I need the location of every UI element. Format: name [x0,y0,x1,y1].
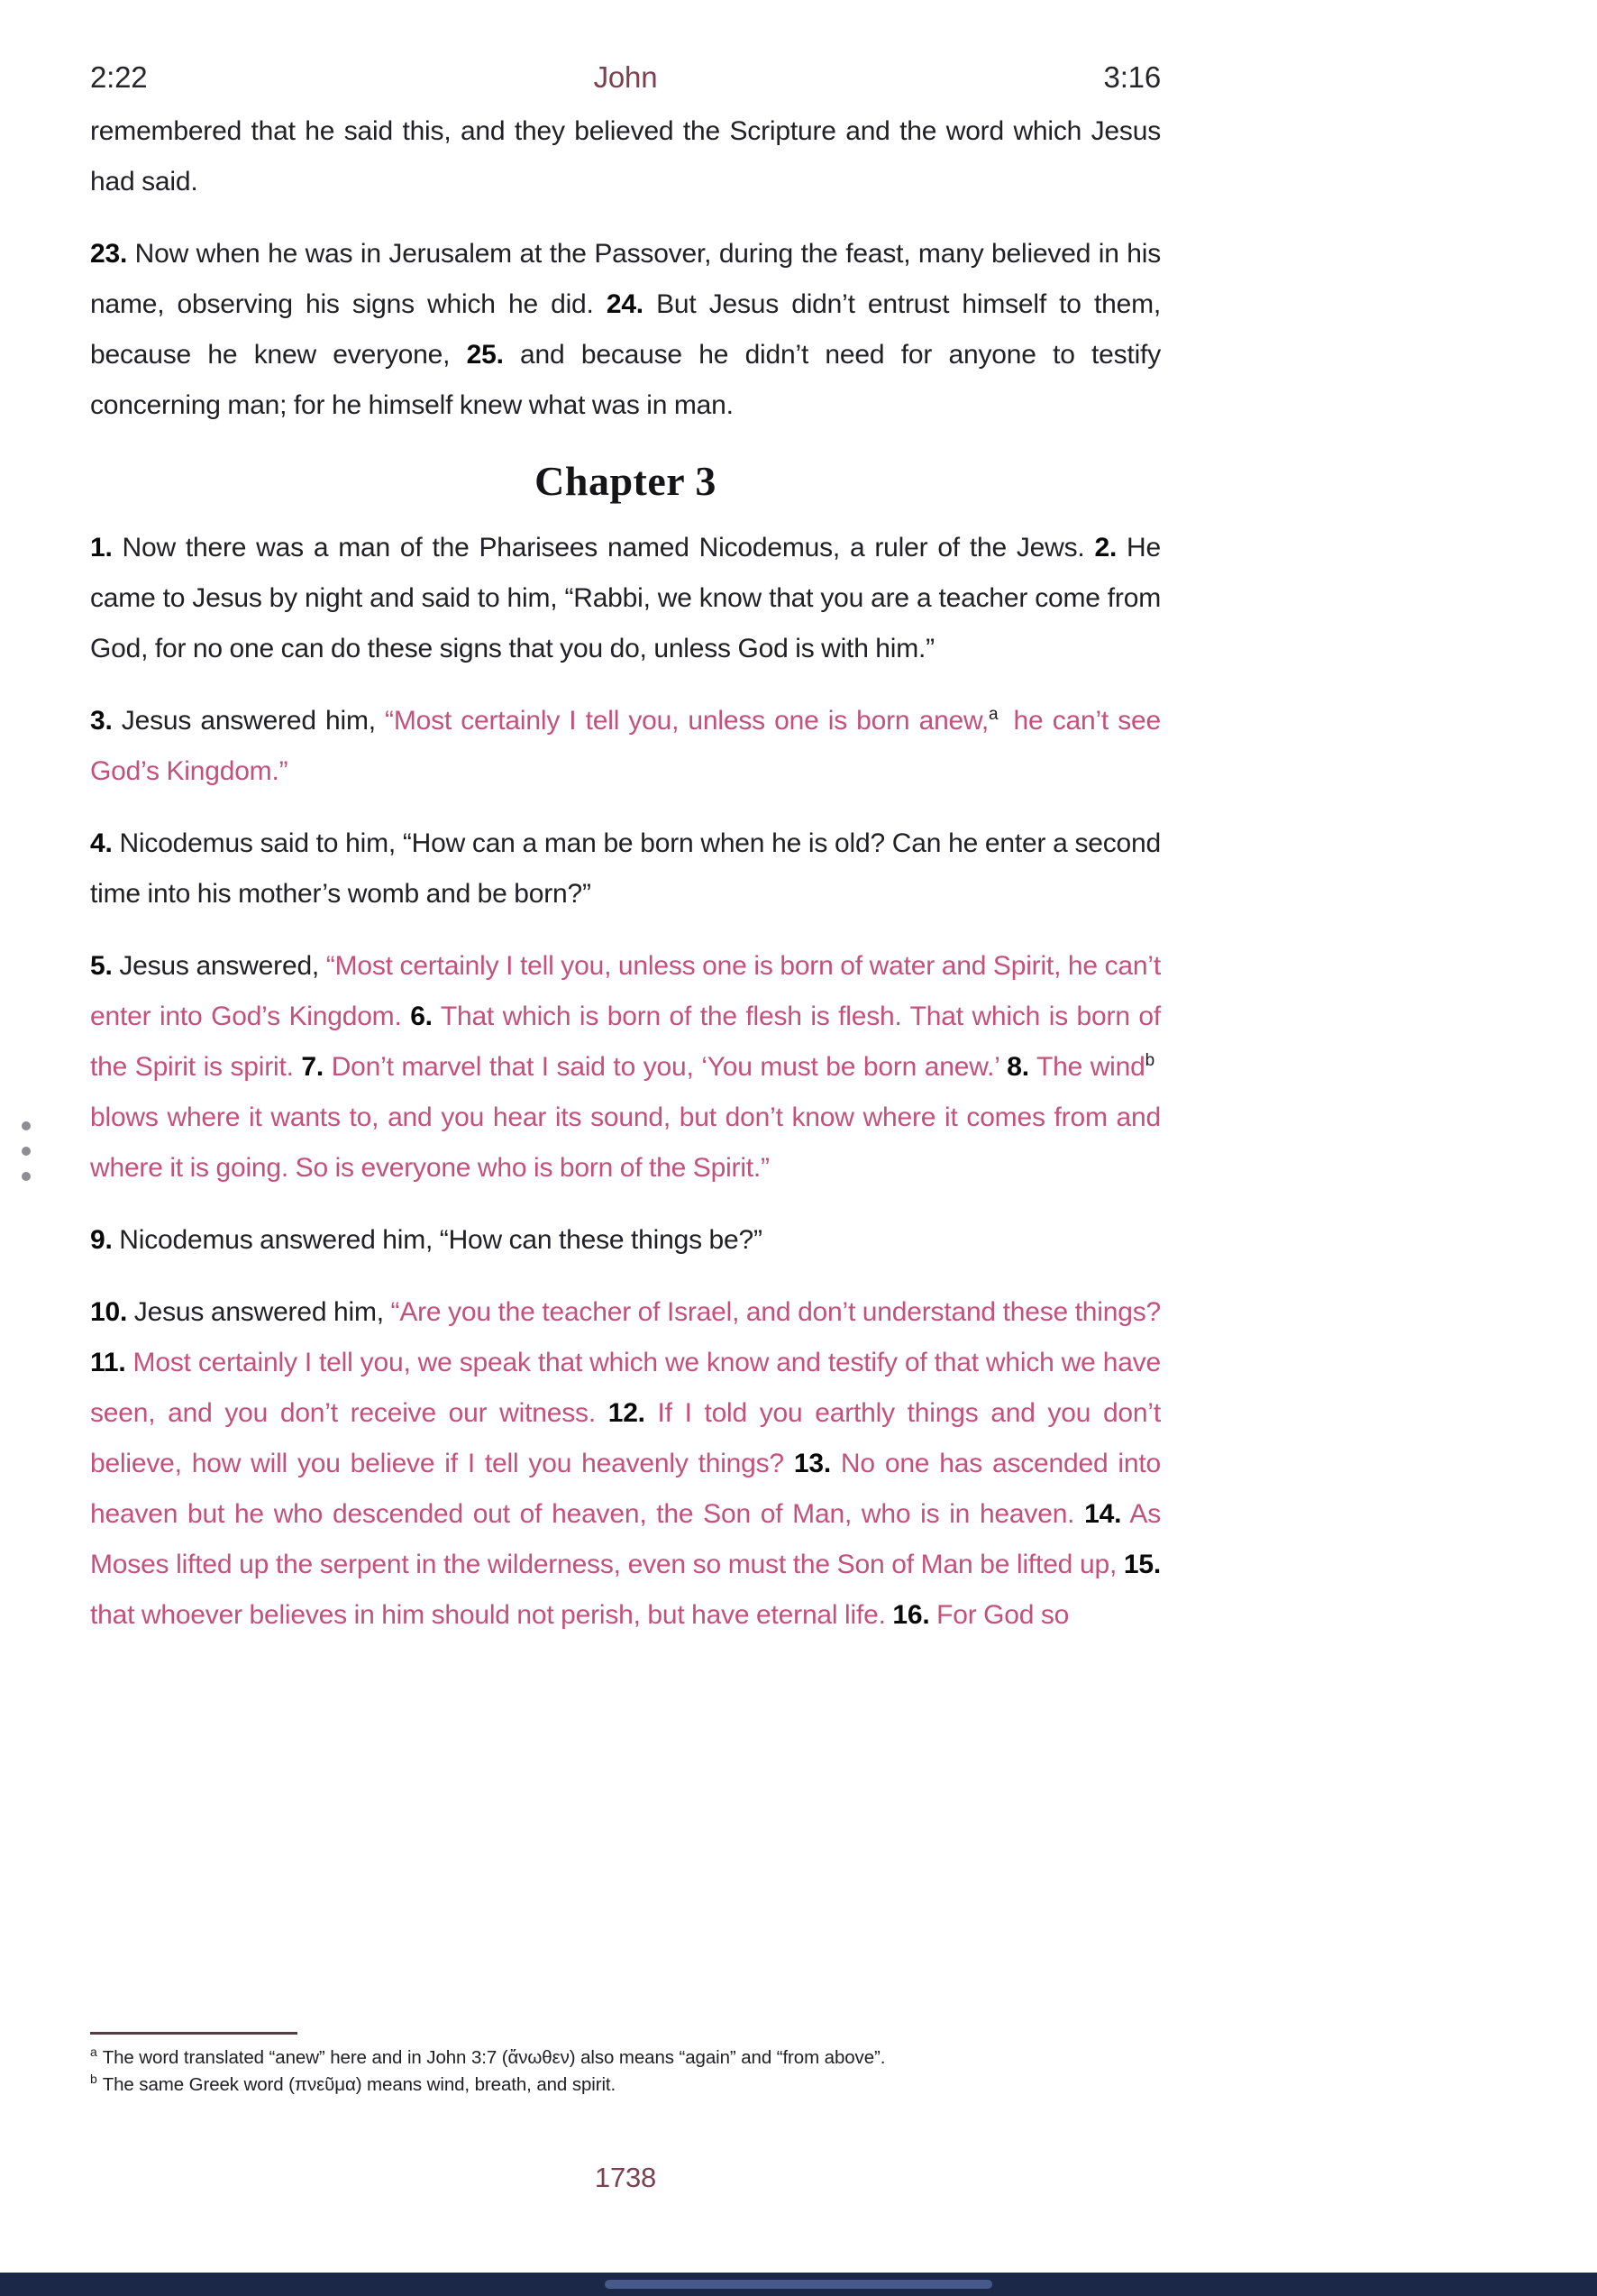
verse-paragraph [90,1215,1161,1266]
jesus-words-text: Most certainly I tell you, we speak that which we know and testify of that which we have seen, and you don’t receive our witness. [90,1348,1161,1428]
verse-text: Jesus answered him, [112,706,386,736]
verse-number: 7. [301,1052,324,1082]
verse-number: 8. [1007,1052,1029,1082]
verse-text: remembered that he said this, and they believed the Scripture and the word which Jesus had said. [90,116,1161,197]
dot-icon [22,1147,31,1156]
header-book-title[interactable]: John [593,60,658,94]
verse-number: 16. [892,1600,930,1630]
verse-number: 10. [90,1297,128,1327]
verse-paragraph [90,229,1161,431]
jesus-words-text: Don’t marvel that I said to you, ‘You must be born anew.’ [324,1052,1008,1082]
verse-text: Jesus answered him, [127,1297,391,1327]
verse-text: Jesus answered, [112,951,326,981]
verse-text: He came to Jesus by night and said to him, “Rabbi, we know that you are a teacher come from God, for no one can do these signs that you do, unless God is with him.” [90,533,1161,663]
dot-icon [22,1121,31,1130]
verse-selection-handle[interactable] [22,1121,31,1181]
verse-number: 23. [90,239,128,269]
verse-number: 9. [90,1225,113,1255]
verse-paragraph [90,819,1161,919]
verse-paragraph [90,106,1161,207]
verse-number: 13. [793,1449,831,1478]
scripture-text [90,106,1161,1641]
jesus-words-text: No one has ascended into heaven but he who descended out of heaven, the Son of Man, who is in heaven. [90,1449,1161,1529]
verse-number: 5. [90,951,113,981]
jesus-words-text: he can’t see God’s Kingdom.” [90,706,1162,786]
verse-text: Nicodemus answered him, “How can these things be?” [112,1225,762,1255]
footnote-ref[interactable]: b [1145,1051,1154,1070]
footnote-b [90,2072,1397,2099]
footnote-a-marker: a [90,2044,97,2060]
footnote-ref[interactable]: a [989,705,999,724]
footnote-a-text: The word translated “anew” here and in John 3:7 (ἄνωθεν) also means “again” and “from above”. [102,2047,886,2068]
jesus-words-text: That which is born of the flesh is flesh. That which is born of the Spirit is spirit. [90,1002,1161,1082]
verse-number: 15. [1123,1550,1161,1579]
jesus-words-text: that whoever believes in him should not perish, but have eternal life. [90,1600,893,1630]
jesus-words-text: “Most certainly I tell you, unless one is born anew, [385,706,989,736]
gesture-pill[interactable] [605,2280,992,2289]
verse-paragraph [90,941,1161,1194]
jesus-words-text: As Moses lifted up the serpent in the wilderness, even so must the Son of Man be lifted up, [90,1499,1161,1579]
footnote-separator [90,2032,297,2035]
verse-number: 4. [90,828,113,858]
verse-paragraph [90,696,1161,797]
verse-text: Now when he was in Jerusalem at the Passover, during the feast, many believed in his name, observing his signs which he did. [90,239,1161,319]
verse-number: 1. [90,533,113,563]
jesus-words-text: “Most certainly I tell you, unless one is born of water and Spirit, he can’t enter into God’s Kingdom. [90,951,1161,1031]
verse-number: 11. [90,1348,126,1377]
footnote-a [90,2044,1397,2072]
verse-text: Now there was a man of the Pharisees named Nicodemus, a ruler of the Jews. [112,533,1095,563]
verse-text: Nicodemus said to him, “How can a man be born when he is old? Can he enter a second time into his mother’s womb and be born?” [90,828,1161,909]
jesus-words-text: For God so [929,1600,1070,1630]
bottom-gesture-bar [0,2273,1597,2296]
verse-number: 25. [466,340,504,370]
footnotes [90,2032,1397,2099]
verse-text: and because he didn’t need for anyone to testify concerning man; for he himself knew what was in man. [90,340,1161,420]
header-passage-end: 3:16 [1103,60,1161,94]
verse-number: 12. [607,1398,645,1428]
verse-number: 2. [1094,533,1118,563]
chapter-heading: Chapter 3 [534,458,716,504]
footnote-b-text: The same Greek word (πνεῦμα) means wind, breath, and spirit. [102,2074,616,2095]
verse-number: 6. [410,1002,433,1031]
verse-paragraph [90,1287,1161,1641]
footnote-b-marker: b [90,2072,97,2087]
jesus-words-text: If I told you earthly things and you don’t believe, how will you believe if I tell you heavenly things? [90,1398,1162,1478]
verse-number: 14. [1084,1499,1122,1529]
jesus-words-text: The wind [1028,1052,1145,1082]
page-number: 1738 [594,2162,657,2193]
jesus-words-text: blows where it wants to, and you hear its sound, but don’t know where it comes from and where it is going. So is everyone who is born of the Spirit.” [90,1102,1161,1183]
verse-paragraph [90,523,1161,674]
verse-text: But Jesus didn’t entrust himself to them, because he knew everyone, [90,289,1161,370]
verse-number: 24. [606,289,643,319]
header-passage-start: 2:22 [90,60,148,94]
page-header [90,59,1161,96]
jesus-words-text: “Are you the teacher of Israel, and don’t understand these things? [390,1297,1161,1327]
verse-number: 3. [90,706,113,736]
dot-icon [22,1172,31,1181]
